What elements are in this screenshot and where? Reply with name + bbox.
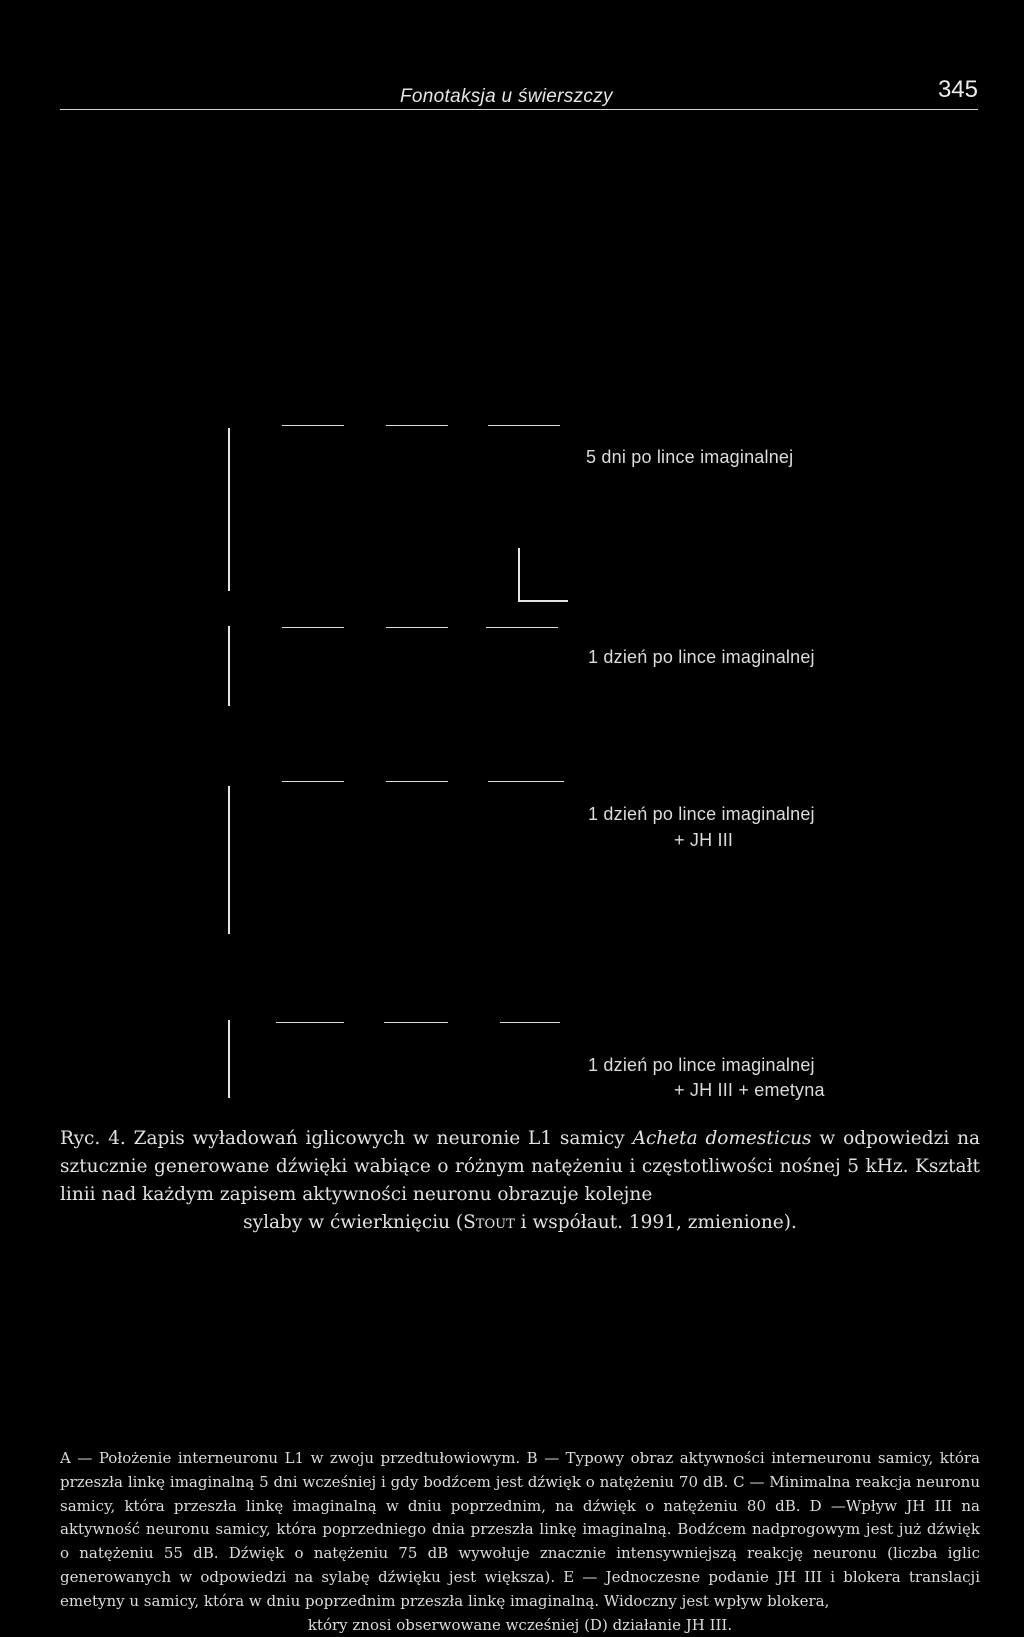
header-rule <box>60 109 978 110</box>
syllable-marker <box>384 1022 448 1023</box>
spike-trace <box>228 1020 230 1098</box>
panel-label: + JH III + emetyna <box>674 1080 825 1100</box>
syllable-marker <box>386 425 448 426</box>
running-header-title: Fonotaksja u świerszczy <box>400 86 613 107</box>
panel-label: 1 dzień po lince imaginalnej <box>588 647 815 667</box>
caption-lead: Ryc. 4. Zapis wyładowań iglicowych w neuronie L1 samicy <box>60 1128 633 1149</box>
panel-label: + JH III <box>674 830 734 850</box>
syllable-marker <box>500 1022 560 1023</box>
panel-label: 5 dni po lince imaginalnej <box>586 447 794 467</box>
figure-caption <box>60 1125 980 1237</box>
caption-details-last-line: który znosi obserwowane wcześniej (D) działanie JH III. <box>307 1615 733 1634</box>
syllable-marker <box>276 1022 344 1023</box>
syllable-marker <box>282 627 344 628</box>
spike-trace <box>228 428 230 591</box>
species-name: Acheta domesticus <box>632 1128 812 1149</box>
syllable-marker <box>386 627 448 628</box>
syllable-marker <box>386 781 448 782</box>
page-number: 345 <box>937 76 978 103</box>
syllable-marker <box>486 627 558 628</box>
syllable-marker <box>282 781 344 782</box>
caption-body: w odpowiedzi na sztucznie generowane dźwięki wabiące o różnym natężeniu i częstotliwości nośnej 5 kHz. Kształt linii nad każdym zapisem aktywności neuronu obrazuje kolejne <box>60 1128 981 1205</box>
citation-author: Stout <box>463 1212 515 1233</box>
scale-bar <box>518 548 568 602</box>
caption-details-body: A — Położenie interneuronu L1 w zwoju przedtułowiowym. B — Typowy obraz aktywności interneuronu samicy, która przeszła linkę imaginalną 5 dni wcześniej i gdy bodźcem jest dźwięk o natężeniu 70 dB. C — Minimalna reakcja neuronu samicy, która przeszła linkę imaginalną w dniu poprzednim, na dźwięk o natężeniu 80 dB. D —Wpływ JH III na aktywność neuronu samicy, która poprzedniego dnia przeszła linkę imaginalną. Bodźcem nadprogowym jest już dźwięk o natężeniu 55 dB. Dźwięk o natężeniu 75 dB wywołuje znacznie intensywniejszą reakcję neuronu (liczba iglic generowanych w odpowiedzi na sylabę dźwięku jest większa). E — Jednoczesne podanie JH III i blokera translacji emetyny u samicy, która w dniu poprzednim przeszła linkę imaginalną. Widoczny jest wpływ blokera, <box>60 1449 980 1610</box>
caption-panel-descriptions <box>60 1447 980 1637</box>
panel-label: 1 dzień po lince imaginalnej <box>588 1055 815 1075</box>
spike-trace <box>228 786 230 934</box>
caption-last-line: sylaby w ćwierknięciu (Stout i współaut. 1991, zmienione). <box>243 1212 797 1233</box>
syllable-marker <box>488 781 564 782</box>
syllable-marker <box>488 425 560 426</box>
panel-label: 1 dzień po lince imaginalnej <box>588 804 815 824</box>
spike-trace <box>228 626 230 706</box>
syllable-marker <box>282 425 344 426</box>
